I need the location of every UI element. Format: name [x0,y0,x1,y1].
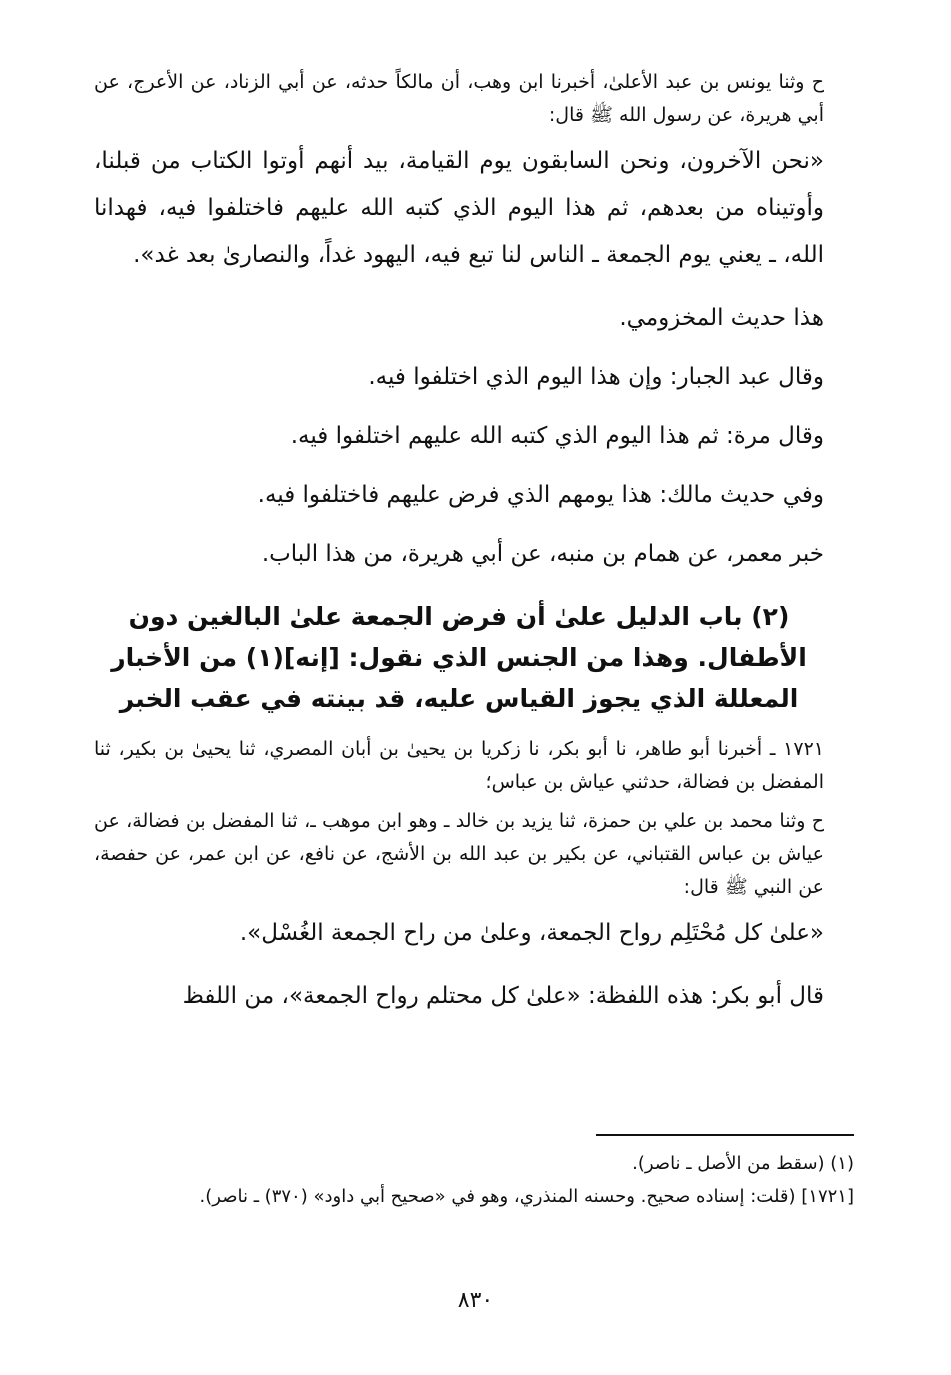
isnad-paragraph: ح وثنا يونس بن عبد الأعلىٰ، أخبرنا ابن وهب، أن مالكاً حدثه، عن أبي الزناد، عن الأعرج، عن أبي هريرة، عن رسول الله ﷺ قال: [94,71,824,126]
chapter-heading: (٢) باب الدليل علىٰ أن فرض الجمعة علىٰ البالغين دون الأطفال. وهذا من الجنس الذي نقول: [إنه](١) من الأخبار المعللة الذي يجوز القياس عليه، قد بينته في عقب الخبر [111,602,807,713]
hadith-text: «نحن الآخرون، ونحن السابقون يوم القيامة، بيد أنهم أوتوا الكتاب من قبلنا، وأوتيناه من بعدهم، ثم هذا اليوم الذي كتبه الله عليهم فاختلفوا فيه، فهدانا الله، ـ يعني يوم الجمعة ـ الناس لنا تبع فيه، اليهود غداً، والنصارىٰ بعد غد». [94,148,824,268]
commentary-line: قال أبو بكر: هذه اللفظة: «علىٰ كل محتلم رواح الجمعة»، من اللفظ [182,983,824,1009]
footnote-divider [596,1134,854,1136]
footnotes [94,1148,854,1214]
page-body [94,66,824,1032]
isnad-paragraph: ح وثنا محمد بن علي بن حمزة، ثنا يزيد بن خالد ـ وهو ابن موهب ـ، ثنا المفضل بن فضالة، عن عياش بن عباس القتباني، عن بكير بن عبد الله بن الأشج، عن نافع، عن ابن عمر، عن حفصة، عن النبي ﷺ قال: [94,810,824,898]
hadith-text: «علىٰ كل مُحْتَلِم رواح الجمعة، وعلىٰ من راح الجمعة الغُسْل». [239,920,824,946]
hadith-number-isnad: ١٧٢١ ـ أخبرنا أبو طاهر، نا أبو بكر، نا زكريا بن يحيىٰ بن أبان المصري، ثنا يحيىٰ بن بكير، ثنا المفضل بن فضالة، حدثني عياش بن عباس؛ [94,738,824,793]
commentary-line: وقال عبد الجبار: وإن هذا اليوم الذي اختلفوا فيه. [368,364,824,390]
commentary-line: هذا حديث المخزومي. [619,305,824,331]
page-number: ٨٣٠ [457,1288,494,1313]
footnote-1: (١) (سقط من الأصل ـ ناصر). [632,1153,854,1174]
commentary-line: خبر معمر، عن همام بن منبه، عن أبي هريرة، من هذا الباب. [261,541,824,567]
commentary-line: وفي حديث مالك: هذا يومهم الذي فرض عليهم فاختلفوا فيه. [257,482,824,508]
footnote-2: [١٧٢١] (قلت: إسناده صحيح. وحسنه المنذري، وهو في «صحيح أبي داود» (٣٧٠) ـ ناصر). [199,1186,854,1207]
commentary-line: وقال مرة: ثم هذا اليوم الذي كتبه الله عليهم اختلفوا فيه. [290,423,824,449]
